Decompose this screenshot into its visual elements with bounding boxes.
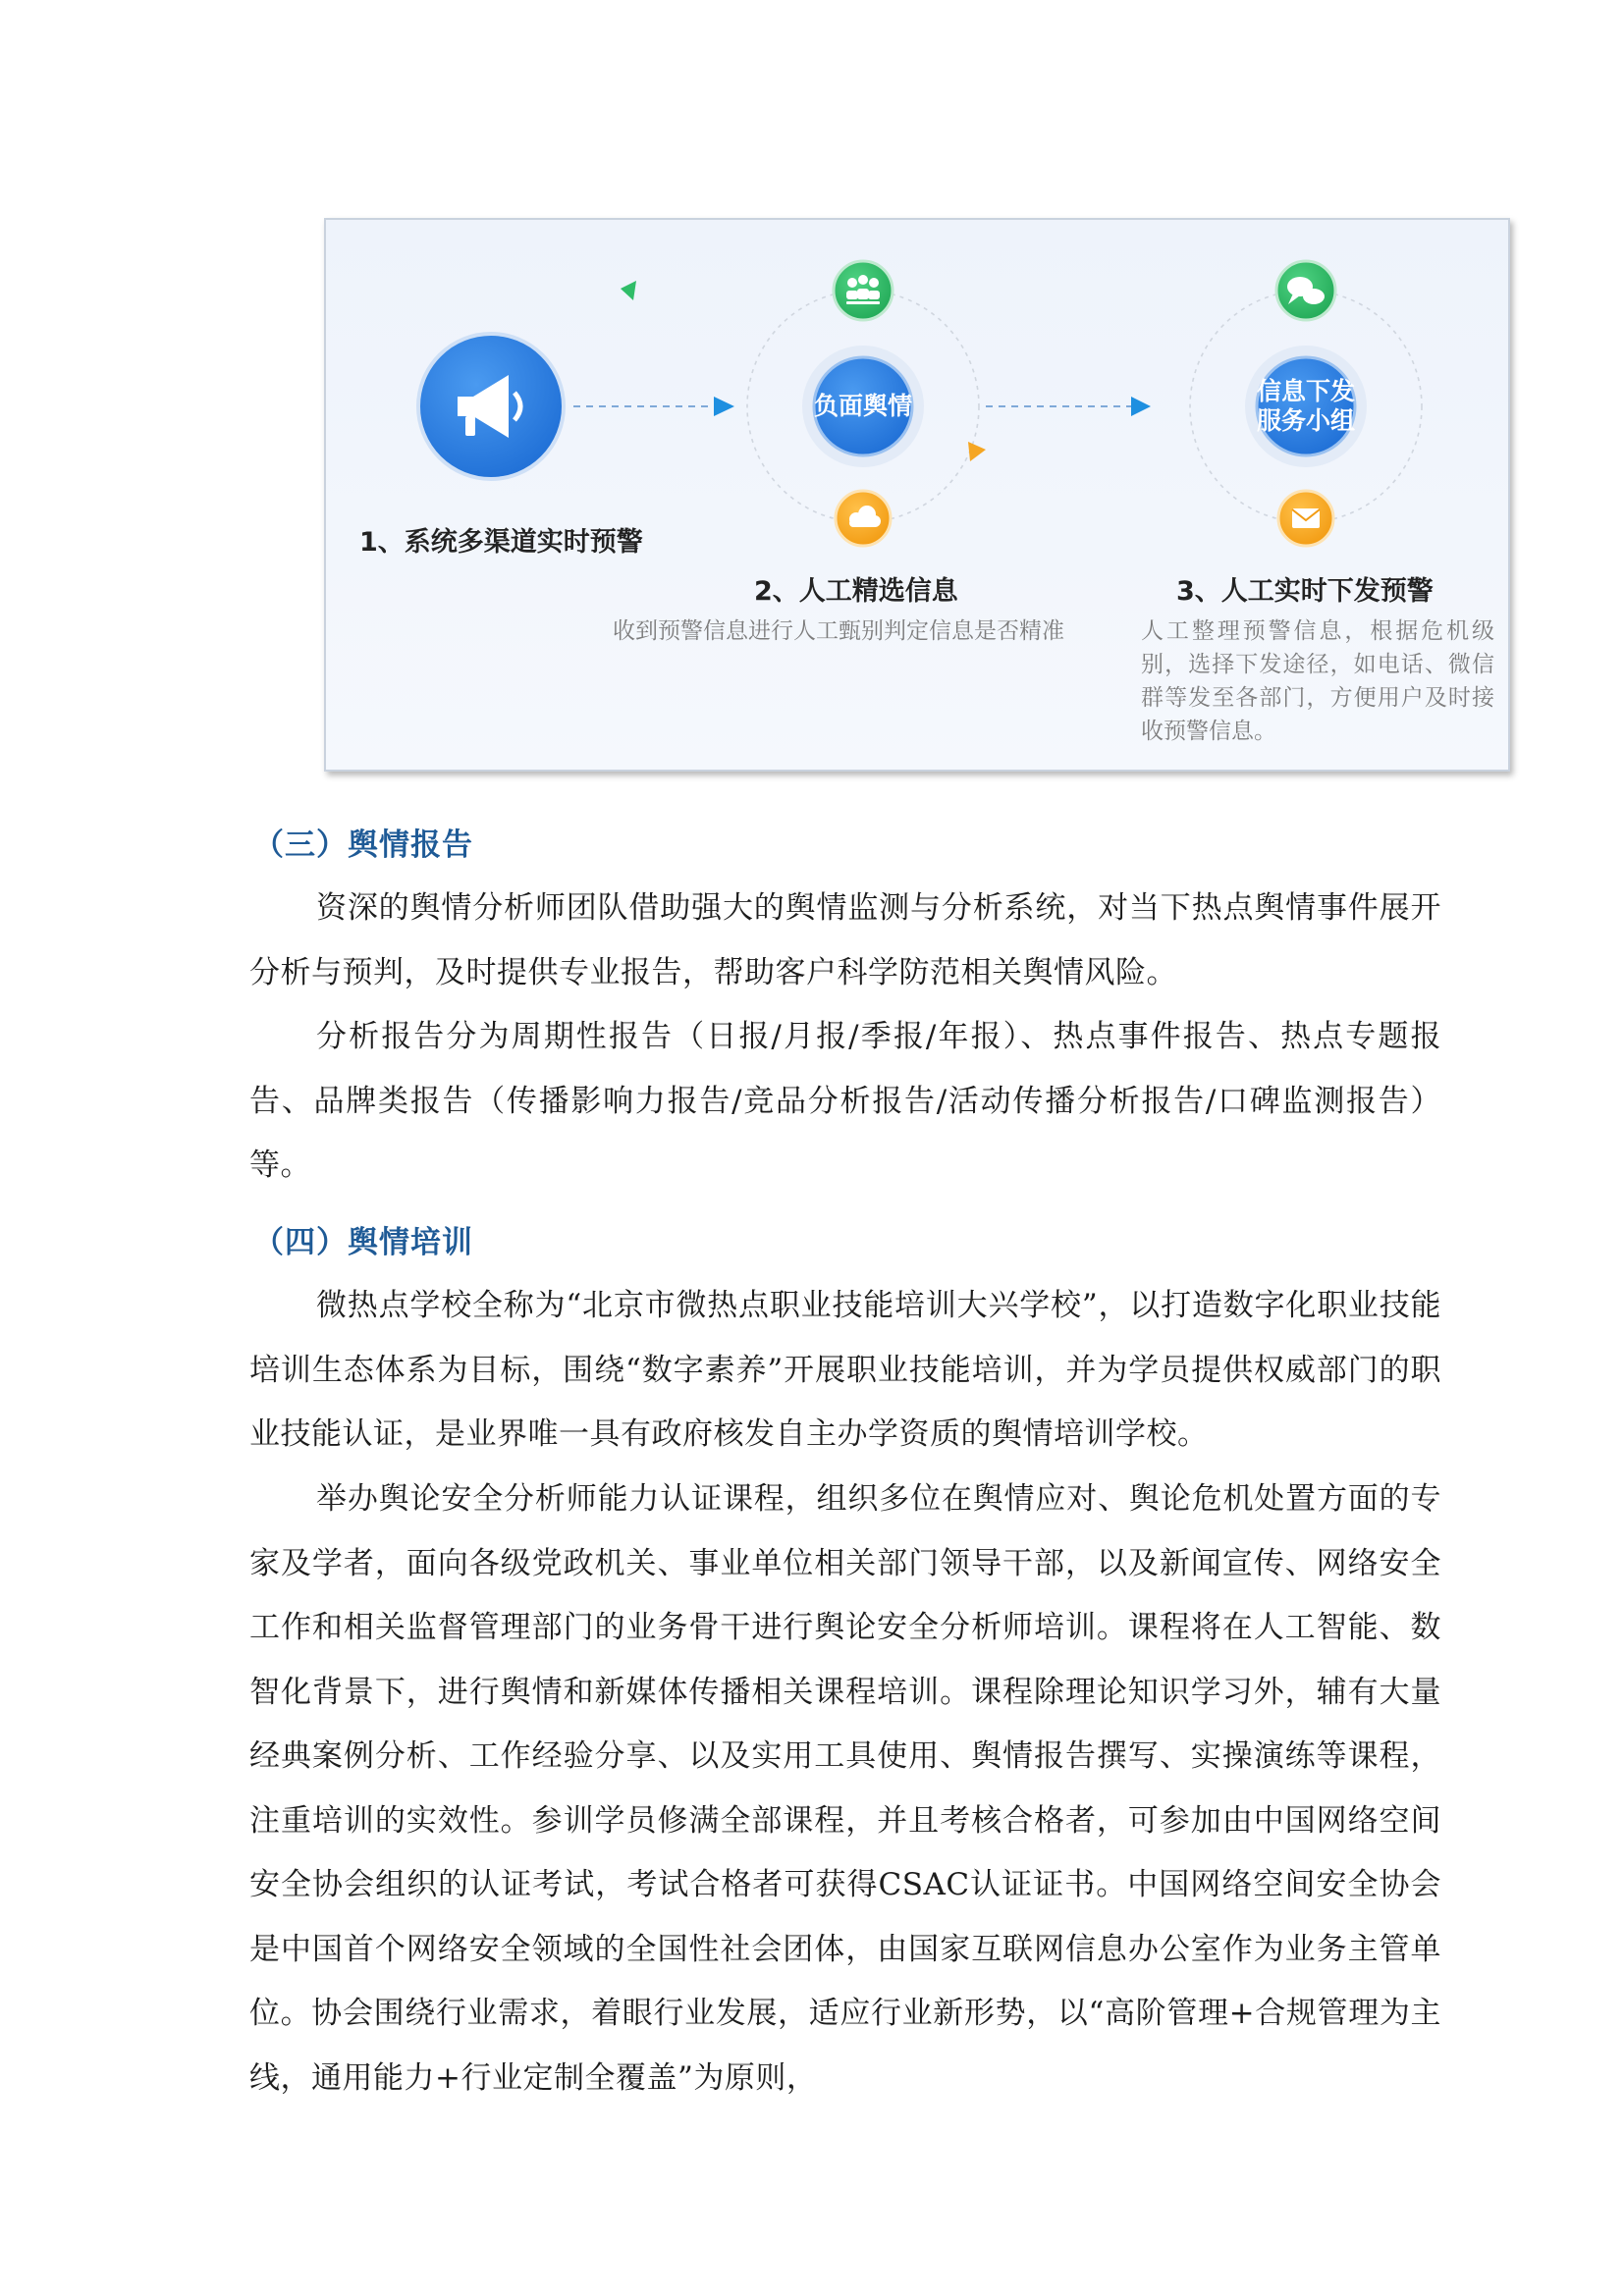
dispatch-label-line1: 信息下发 <box>1257 377 1356 405</box>
step2-description: 收到预警信息进行人工甄别判定信息是否精准 <box>613 618 1064 644</box>
step3-title: 3、人工实时下发预警 <box>1176 576 1434 607</box>
section3-paragraph-2: 分析报告分为周期性报告（日报/月报/季报/年报）、热点事件报告、热点专题报告、品牌类报告（传播影响力报告/竞品分析报告/活动传播分析报告/口碑监测报告）等。 <box>249 1019 1441 1183</box>
step1-title: 1、系统多渠道实时预警 <box>359 527 643 558</box>
negative-sentiment-label: 负面舆情 <box>814 392 913 420</box>
section3-heading: （三）舆情报告 <box>253 828 473 863</box>
workflow-figure <box>324 218 1510 772</box>
section4-paragraph-1: 微热点学校全称为“北京市微热点职业技能培训大兴学校”，以打造数字化职业技能培训生态体系为目标，围绕“数字素养”开展职业技能培训，并为学员提供权威部门的职业技能认证，是业界唯一具有政府核发自主办学资质的舆情培训学校。 <box>249 1288 1441 1452</box>
dispatch-label-line2: 服务小组 <box>1257 406 1356 435</box>
step2-title: 2、人工精选信息 <box>754 576 958 607</box>
step3-description: 人工整理预警信息，根据危机级别，选择下发途径，如电话、微信群等发至各部门，方便用户及时接收预警信息。 <box>1141 618 1494 744</box>
dispatch-label <box>1257 377 1355 436</box>
section4-heading: （四）舆情培训 <box>253 1225 473 1260</box>
section3-paragraph-1: 资深的舆情分析师团队借助强大的舆情监测与分析系统，对当下热点舆情事件展开分析与预判，及时提供专业报告，帮助客户科学防范相关舆情风险。 <box>249 890 1441 990</box>
section4-paragraph-2: 举办舆论安全分析师能力认证课程，组织多位在舆情应对、舆论危机处置方面的专家及学者，面向各级党政机关、事业单位相关部门领导干部，以及新闻宣传、网络安全工作和相关监督管理部门的业务骨干进行舆论安全分析师培训。课程将在人工智能、数智化背景下，进行舆情和新媒体传播相关课程培训。课程除理论知识学习外，辅有大量经典案例分析、工作经验分享、以及实用工具使用、舆情报告撰写、实操演练等课程，注重培训的实效性。参训学员修满全部课程，并且考核合格者，可参加由中国网络空间安全协会组织的认证考试，考试合格者可获得CSAC认证证书。中国网络空间安全协会是中国首个网络安全领域的全国性社会团体，由国家互联网信息办公室作为业务主管单位。协会围绕行业需求，着眼行业发展，适应行业新形势，以“高阶管理+合规管理为主线，通用能力+行业定制全覆盖”为原则， <box>249 1481 1441 2096</box>
